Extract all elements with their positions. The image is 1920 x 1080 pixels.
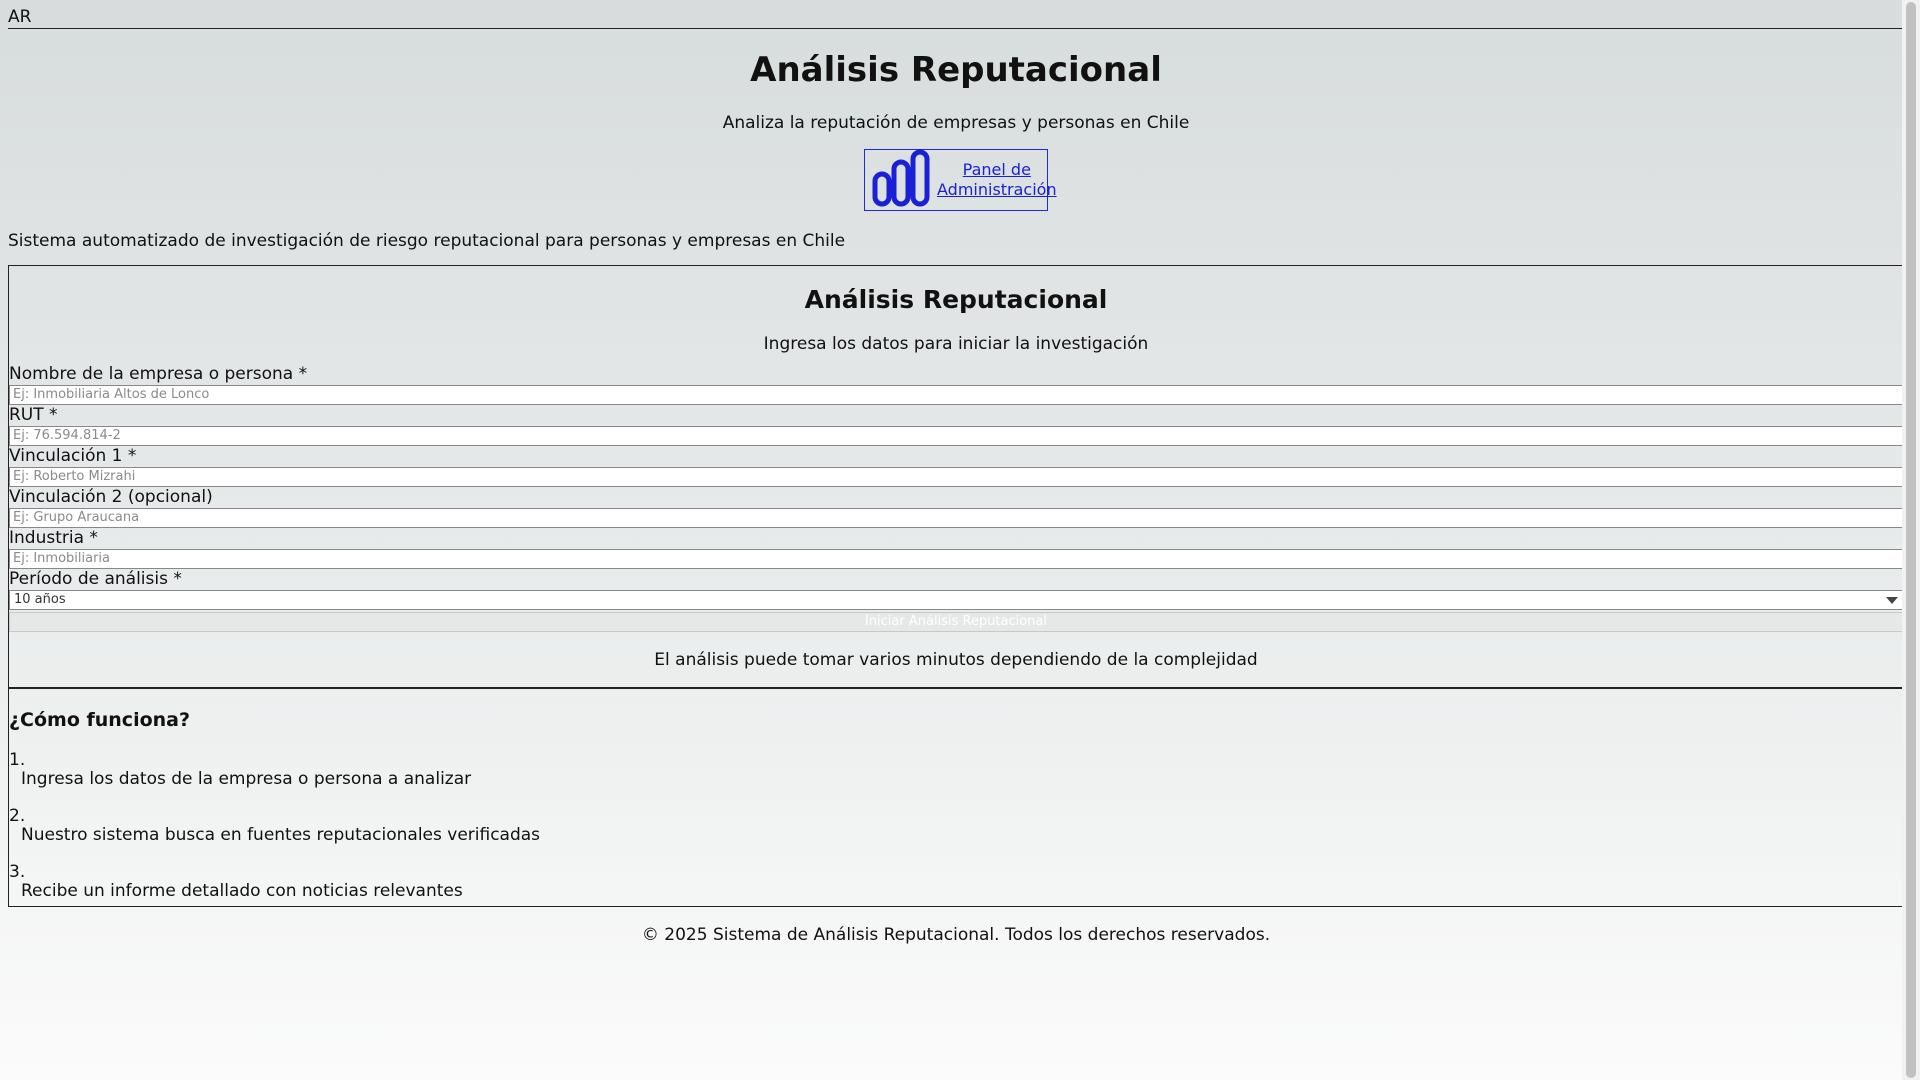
analysis-form: [9, 364, 1903, 632]
page-subtitle: Analiza la reputación de empresas y personas en Chile: [722, 113, 1190, 133]
step-item: [9, 863, 1903, 901]
rut-input[interactable]: [9, 426, 1909, 446]
chevron-down-icon: [1886, 597, 1898, 604]
step-text: Nuestro sistema busca en fuentes reputacionales verificadas: [21, 824, 541, 845]
link1-input[interactable]: [9, 467, 1909, 487]
scrollbar-thumb[interactable]: [1906, 2, 1916, 1078]
name-input[interactable]: [9, 385, 1909, 405]
step-number: 2.: [9, 805, 26, 826]
logo[interactable]: AR: [8, 7, 32, 27]
rut-label: RUT *: [9, 404, 58, 425]
form-subtitle: Ingresa los datos para iniciar la investigación: [763, 333, 1149, 354]
step-number: 1.: [9, 749, 26, 770]
step-text: Ingresa los datos de la empresa o persona a analizar: [21, 768, 472, 789]
link1-label: Vinculación 1 *: [9, 445, 137, 466]
how-it-works-title: ¿Cómo funciona?: [9, 708, 191, 731]
period-selected-value: 10 años: [14, 591, 66, 607]
step-text: Recibe un informe detallado con noticias relevantes: [21, 880, 463, 901]
form-note: El análisis puede tomar varios minutos dependiendo de la complejidad: [654, 649, 1258, 670]
top-bar: [8, 0, 1904, 29]
form-title: Análisis Reputacional: [804, 284, 1108, 314]
admin-panel-label: Panel de Administración: [937, 160, 1057, 199]
page: [8, 0, 1904, 945]
start-analysis-button[interactable]: Iniciar Análisis Reputacional: [9, 612, 1903, 632]
vertical-scrollbar[interactable]: [1902, 0, 1920, 1080]
period-label: Período de análisis *: [9, 568, 182, 589]
step-item: [9, 807, 1903, 845]
link2-input[interactable]: [9, 508, 1909, 528]
system-description: Sistema automatizado de investigación de riesgo reputacional para personas y empresas en Chile: [8, 230, 846, 251]
link2-label: Vinculación 2 (opcional): [9, 486, 213, 507]
period-select[interactable]: [9, 590, 1903, 610]
name-label: Nombre de la empresa o persona *: [9, 363, 308, 384]
industry-input[interactable]: [9, 549, 1909, 569]
footer: © 2025 Sistema de Análisis Reputacional. Todos los derechos reservados.: [641, 924, 1271, 945]
how-it-works-section: [8, 689, 1904, 907]
bar-chart-icon: [871, 148, 931, 213]
page-title: Análisis Reputacional: [750, 50, 1162, 90]
analysis-form-card: [8, 265, 1904, 689]
step-item: [9, 751, 1903, 789]
industry-label: Industria *: [9, 527, 98, 548]
admin-panel-link[interactable]: [864, 149, 1057, 211]
step-number: 3.: [9, 861, 26, 882]
admin-link-wrapper: [8, 149, 1904, 213]
